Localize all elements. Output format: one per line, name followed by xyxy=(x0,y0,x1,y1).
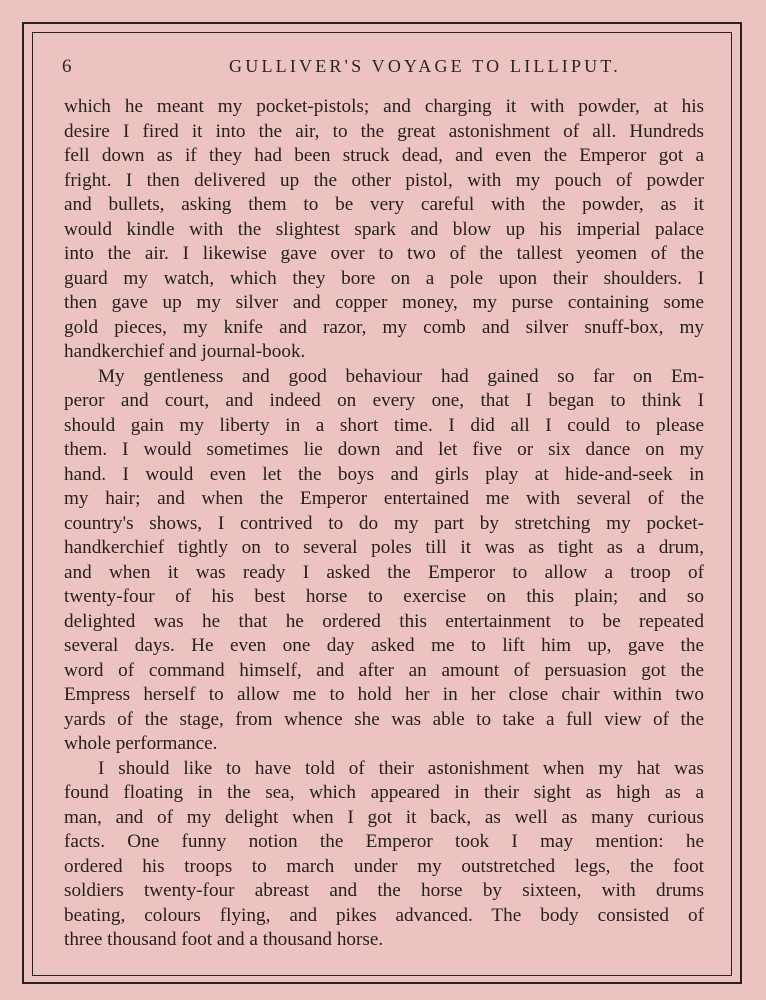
text-line: found floating in the sea, which appeared in their sight as high as a xyxy=(64,782,704,803)
text-line: three thousand foot and a thousand horse. xyxy=(64,929,384,950)
text-line: Empress herself to allow me to hold her in her close chair within two xyxy=(64,684,704,705)
page-number: 6 xyxy=(62,56,73,77)
text-line: man, and of my delight when I got it back, as well as many curious xyxy=(64,806,704,828)
text-line: then gave up my silver and copper money, my purse containing some xyxy=(64,292,704,313)
text-line: I should like to have told of their astonishment when my hat was xyxy=(98,757,704,779)
text-line: ordered his troops to march under my outstretched legs, the foot xyxy=(64,855,704,877)
text-line: handkerchief tightly on to several poles till it was as tight as a drum, xyxy=(64,537,704,558)
text-line: peror and court, and indeed on every one, that I began to think I xyxy=(64,390,704,411)
text-line: hand. I would even let the boys and girls play at hide-and-seek in xyxy=(64,463,704,485)
running-title: GULLIVER'S VOYAGE TO LILLIPUT. xyxy=(229,56,621,76)
text-line: My gentleness and good behaviour had gained so far on Em- xyxy=(98,365,704,387)
text-line: several days. He even one day asked me to lift him up, gave the xyxy=(64,635,704,656)
text-line: fell down as if they had been struck dead, and even the Emperor got a xyxy=(64,145,704,166)
page-header xyxy=(60,56,710,82)
text-line: would kindle with the slightest spark and blow up his imperial palace xyxy=(64,218,704,240)
text-line: my hair; and when the Emperor entertained me with several of the xyxy=(64,488,704,509)
text-line: which he meant my pocket-pistols; and charging it with powder, at his xyxy=(64,96,704,117)
text-line: and bullets, asking them to be very careful with the powder, as it xyxy=(64,194,704,215)
body-text xyxy=(64,95,704,953)
text-line: beating, colours flying, and pikes advanced. The body consisted of xyxy=(64,904,704,926)
text-line: gold pieces, my knife and razor, my comb and silver snuff-box, my xyxy=(64,316,704,338)
text-line: twenty-four of his best horse to exercise on this plain; and so xyxy=(64,586,704,607)
text-line: into the air. I likewise gave over to two of the tallest yeomen of the xyxy=(64,243,704,264)
text-line: desire I fired it into the air, to the great astonishment of all. Hundreds xyxy=(64,120,704,142)
text-line: fright. I then delivered up the other pistol, with my pouch of powder xyxy=(64,169,704,191)
text-line: yards of the stage, from whence she was able to take a full view of the xyxy=(64,708,704,730)
text-line: whole performance. xyxy=(64,733,218,754)
text-line: handkerchief and journal-book. xyxy=(64,341,306,362)
text-line: and when it was ready I asked the Emperor to allow a troop of xyxy=(64,561,704,583)
text-line: guard my watch, which they bore on a pole upon their shoulders. I xyxy=(64,267,704,289)
text-line: country's shows, I contrived to do my part by stretching my pocket- xyxy=(64,512,704,534)
text-line: word of command himself, and after an amount of persuasion got the xyxy=(64,659,704,681)
text-line: should gain my liberty in a short time. I did all I could to please xyxy=(64,414,704,436)
text-line: soldiers twenty-four abreast and the horse by sixteen, with drums xyxy=(64,880,704,901)
text-line: facts. One funny notion the Emperor took I may mention: he xyxy=(64,831,704,852)
text-line: delighted was he that he ordered this entertainment to be repeated xyxy=(64,610,704,632)
text-line: them. I would sometimes lie down and let five or six dance on my xyxy=(64,439,704,460)
